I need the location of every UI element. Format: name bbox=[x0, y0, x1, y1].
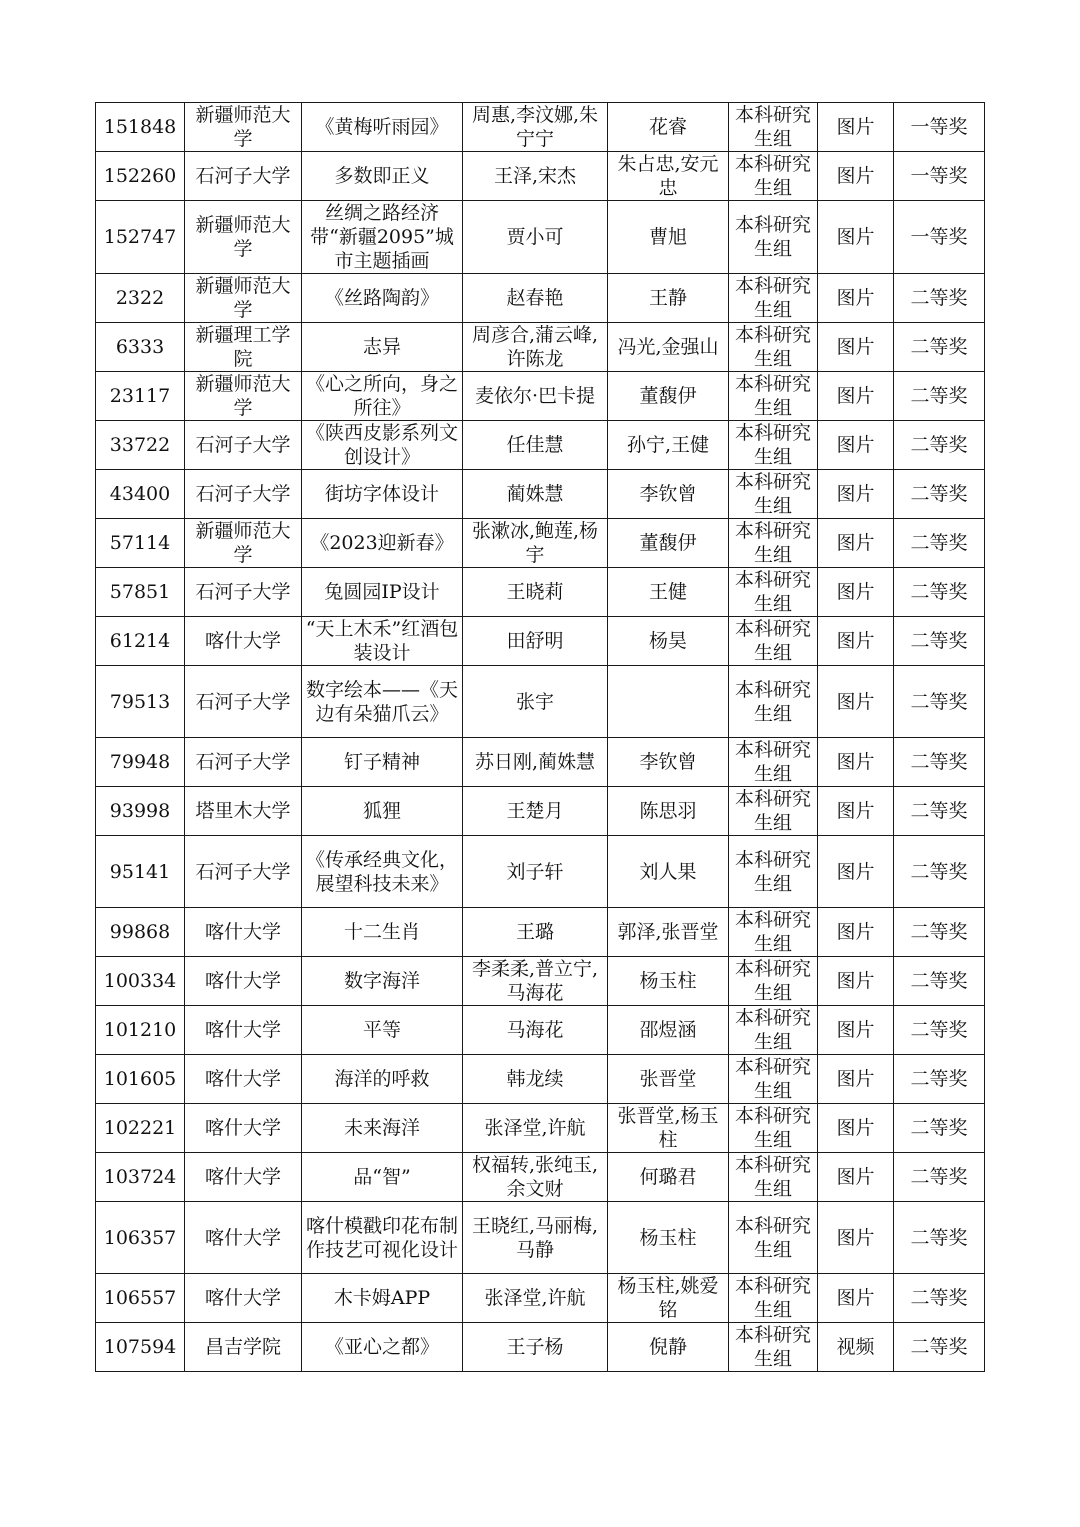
work-title-cell: 未来海洋 bbox=[302, 1104, 463, 1153]
award-cell: 二等奖 bbox=[894, 1323, 985, 1372]
school-cell: 石河子大学 bbox=[185, 738, 302, 787]
group-cell: 本科研究生组 bbox=[729, 1006, 818, 1055]
group-cell: 本科研究生组 bbox=[729, 519, 818, 568]
entry-id-cell: 107594 bbox=[96, 1323, 185, 1372]
authors-cell: 张泽堂,许航 bbox=[463, 1104, 608, 1153]
school-cell: 喀什大学 bbox=[185, 1104, 302, 1153]
work-type-cell: 图片 bbox=[818, 1202, 894, 1274]
work-type-cell: 图片 bbox=[818, 103, 894, 152]
authors-cell: 王楚月 bbox=[463, 787, 608, 836]
advisor-cell: 张晋堂,杨玉柱 bbox=[608, 1104, 729, 1153]
school-cell: 新疆理工学院 bbox=[185, 323, 302, 372]
advisor-cell: 邵煜涵 bbox=[608, 1006, 729, 1055]
authors-cell: 韩龙续 bbox=[463, 1055, 608, 1104]
group-cell: 本科研究生组 bbox=[729, 274, 818, 323]
advisor-cell: 何璐君 bbox=[608, 1153, 729, 1202]
advisor-cell: 花睿 bbox=[608, 103, 729, 152]
work-title-cell: 十二生肖 bbox=[302, 908, 463, 957]
table-row bbox=[96, 666, 985, 738]
work-type-cell: 图片 bbox=[818, 421, 894, 470]
award-table bbox=[95, 102, 985, 1372]
school-cell: 石河子大学 bbox=[185, 568, 302, 617]
entry-id-cell: 101210 bbox=[96, 1006, 185, 1055]
work-type-cell: 图片 bbox=[818, 1055, 894, 1104]
authors-cell: 周惠,李汶娜,朱宁宁 bbox=[463, 103, 608, 152]
authors-cell: 任佳慧 bbox=[463, 421, 608, 470]
entry-id-cell: 6333 bbox=[96, 323, 185, 372]
table-row bbox=[96, 372, 985, 421]
work-title-cell: 钉子精神 bbox=[302, 738, 463, 787]
work-title-cell: 《2023迎新春》 bbox=[302, 519, 463, 568]
school-cell: 喀什大学 bbox=[185, 1153, 302, 1202]
work-type-cell: 视频 bbox=[818, 1323, 894, 1372]
award-cell: 二等奖 bbox=[894, 617, 985, 666]
work-title-cell: 数字绘本——《天边有朵猫爪云》 bbox=[302, 666, 463, 738]
entry-id-cell: 57851 bbox=[96, 568, 185, 617]
work-type-cell: 图片 bbox=[818, 372, 894, 421]
authors-cell: 权福转,张纯玉,余文财 bbox=[463, 1153, 608, 1202]
work-type-cell: 图片 bbox=[818, 787, 894, 836]
table-row bbox=[96, 103, 985, 152]
work-title-cell: 喀什模戳印花布制作技艺可视化设计 bbox=[302, 1202, 463, 1274]
group-cell: 本科研究生组 bbox=[729, 1055, 818, 1104]
table-row bbox=[96, 1274, 985, 1323]
group-cell: 本科研究生组 bbox=[729, 1274, 818, 1323]
table-row bbox=[96, 1202, 985, 1274]
group-cell: 本科研究生组 bbox=[729, 1323, 818, 1372]
work-title-cell: 品“智” bbox=[302, 1153, 463, 1202]
work-type-cell: 图片 bbox=[818, 836, 894, 908]
work-title-cell: 《丝路陶韵》 bbox=[302, 274, 463, 323]
group-cell: 本科研究生组 bbox=[729, 421, 818, 470]
school-cell: 石河子大学 bbox=[185, 152, 302, 201]
advisor-cell: 朱占忠,安元忠 bbox=[608, 152, 729, 201]
group-cell: 本科研究生组 bbox=[729, 372, 818, 421]
work-title-cell: 《亚心之都》 bbox=[302, 1323, 463, 1372]
award-cell: 一等奖 bbox=[894, 201, 985, 274]
advisor-cell: 王静 bbox=[608, 274, 729, 323]
authors-cell: 张泽堂,许航 bbox=[463, 1274, 608, 1323]
group-cell: 本科研究生组 bbox=[729, 836, 818, 908]
group-cell: 本科研究生组 bbox=[729, 1202, 818, 1274]
award-cell: 二等奖 bbox=[894, 470, 985, 519]
authors-cell: 贾小可 bbox=[463, 201, 608, 274]
entry-id-cell: 61214 bbox=[96, 617, 185, 666]
school-cell: 石河子大学 bbox=[185, 470, 302, 519]
authors-cell: 周彦合,蒲云峰,许陈龙 bbox=[463, 323, 608, 372]
authors-cell: 蔺姝慧 bbox=[463, 470, 608, 519]
award-cell: 二等奖 bbox=[894, 957, 985, 1006]
table-row bbox=[96, 274, 985, 323]
work-type-cell: 图片 bbox=[818, 470, 894, 519]
authors-cell: 王晓红,马丽梅,马静 bbox=[463, 1202, 608, 1274]
entry-id-cell: 101605 bbox=[96, 1055, 185, 1104]
advisor-cell: 孙宁,王健 bbox=[608, 421, 729, 470]
table-row bbox=[96, 738, 985, 787]
work-type-cell: 图片 bbox=[818, 957, 894, 1006]
entry-id-cell: 99868 bbox=[96, 908, 185, 957]
work-title-cell: 狐狸 bbox=[302, 787, 463, 836]
table-row bbox=[96, 470, 985, 519]
work-type-cell: 图片 bbox=[818, 201, 894, 274]
award-cell: 二等奖 bbox=[894, 274, 985, 323]
award-cell: 二等奖 bbox=[894, 836, 985, 908]
work-type-cell: 图片 bbox=[818, 568, 894, 617]
school-cell: 喀什大学 bbox=[185, 1055, 302, 1104]
work-title-cell: 《心之所向，身之所往》 bbox=[302, 372, 463, 421]
school-cell: 石河子大学 bbox=[185, 836, 302, 908]
school-cell: 新疆师范大学 bbox=[185, 274, 302, 323]
entry-id-cell: 79948 bbox=[96, 738, 185, 787]
advisor-cell: 董馥伊 bbox=[608, 519, 729, 568]
table-row bbox=[96, 617, 985, 666]
group-cell: 本科研究生组 bbox=[729, 957, 818, 1006]
school-cell: 新疆师范大学 bbox=[185, 372, 302, 421]
school-cell: 新疆师范大学 bbox=[185, 103, 302, 152]
entry-id-cell: 100334 bbox=[96, 957, 185, 1006]
group-cell: 本科研究生组 bbox=[729, 470, 818, 519]
advisor-cell: 杨玉柱,姚爱铭 bbox=[608, 1274, 729, 1323]
entry-id-cell: 23117 bbox=[96, 372, 185, 421]
award-cell: 二等奖 bbox=[894, 1055, 985, 1104]
entry-id-cell: 152260 bbox=[96, 152, 185, 201]
school-cell: 喀什大学 bbox=[185, 1274, 302, 1323]
table-row bbox=[96, 908, 985, 957]
entry-id-cell: 93998 bbox=[96, 787, 185, 836]
work-type-cell: 图片 bbox=[818, 1153, 894, 1202]
work-title-cell: 丝绸之路经济带“新疆2095”城市主题插画 bbox=[302, 201, 463, 274]
authors-cell: 王璐 bbox=[463, 908, 608, 957]
award-cell: 二等奖 bbox=[894, 787, 985, 836]
entry-id-cell: 33722 bbox=[96, 421, 185, 470]
group-cell: 本科研究生组 bbox=[729, 323, 818, 372]
group-cell: 本科研究生组 bbox=[729, 152, 818, 201]
work-title-cell: 木卡姆APP bbox=[302, 1274, 463, 1323]
advisor-cell: 陈思羽 bbox=[608, 787, 729, 836]
table-row bbox=[96, 1006, 985, 1055]
work-title-cell: “天上木禾”红酒包装设计 bbox=[302, 617, 463, 666]
table-row bbox=[96, 201, 985, 274]
table-row bbox=[96, 323, 985, 372]
entry-id-cell: 95141 bbox=[96, 836, 185, 908]
award-cell: 二等奖 bbox=[894, 1202, 985, 1274]
work-title-cell: 街坊字体设计 bbox=[302, 470, 463, 519]
work-type-cell: 图片 bbox=[818, 1104, 894, 1153]
entry-id-cell: 103724 bbox=[96, 1153, 185, 1202]
entry-id-cell: 2322 bbox=[96, 274, 185, 323]
award-cell: 二等奖 bbox=[894, 1153, 985, 1202]
award-cell: 一等奖 bbox=[894, 152, 985, 201]
group-cell: 本科研究生组 bbox=[729, 617, 818, 666]
group-cell: 本科研究生组 bbox=[729, 1104, 818, 1153]
work-type-cell: 图片 bbox=[818, 323, 894, 372]
entry-id-cell: 151848 bbox=[96, 103, 185, 152]
authors-cell: 张漱冰,鲍莲,杨宇 bbox=[463, 519, 608, 568]
award-cell: 二等奖 bbox=[894, 372, 985, 421]
group-cell: 本科研究生组 bbox=[729, 568, 818, 617]
table-row bbox=[96, 836, 985, 908]
work-title-cell: 平等 bbox=[302, 1006, 463, 1055]
advisor-cell: 董馥伊 bbox=[608, 372, 729, 421]
table-row bbox=[96, 1055, 985, 1104]
entry-id-cell: 57114 bbox=[96, 519, 185, 568]
authors-cell: 麦依尔·巴卡提 bbox=[463, 372, 608, 421]
table-row bbox=[96, 1323, 985, 1372]
award-cell: 二等奖 bbox=[894, 908, 985, 957]
advisor-cell bbox=[608, 666, 729, 738]
advisor-cell: 王健 bbox=[608, 568, 729, 617]
work-type-cell: 图片 bbox=[818, 617, 894, 666]
advisor-cell: 倪静 bbox=[608, 1323, 729, 1372]
work-type-cell: 图片 bbox=[818, 1006, 894, 1055]
award-cell: 二等奖 bbox=[894, 421, 985, 470]
authors-cell: 王晓莉 bbox=[463, 568, 608, 617]
award-cell: 一等奖 bbox=[894, 103, 985, 152]
entry-id-cell: 102221 bbox=[96, 1104, 185, 1153]
authors-cell: 王子杨 bbox=[463, 1323, 608, 1372]
award-cell: 二等奖 bbox=[894, 323, 985, 372]
table-row bbox=[96, 957, 985, 1006]
work-type-cell: 图片 bbox=[818, 738, 894, 787]
table-row bbox=[96, 421, 985, 470]
group-cell: 本科研究生组 bbox=[729, 1153, 818, 1202]
work-type-cell: 图片 bbox=[818, 908, 894, 957]
award-cell: 二等奖 bbox=[894, 568, 985, 617]
school-cell: 石河子大学 bbox=[185, 421, 302, 470]
school-cell: 喀什大学 bbox=[185, 908, 302, 957]
table-row bbox=[96, 1153, 985, 1202]
group-cell: 本科研究生组 bbox=[729, 908, 818, 957]
entry-id-cell: 79513 bbox=[96, 666, 185, 738]
work-title-cell: 海洋的呼救 bbox=[302, 1055, 463, 1104]
school-cell: 新疆师范大学 bbox=[185, 519, 302, 568]
school-cell: 昌吉学院 bbox=[185, 1323, 302, 1372]
award-cell: 二等奖 bbox=[894, 666, 985, 738]
group-cell: 本科研究生组 bbox=[729, 103, 818, 152]
entry-id-cell: 106357 bbox=[96, 1202, 185, 1274]
advisor-cell: 杨昊 bbox=[608, 617, 729, 666]
group-cell: 本科研究生组 bbox=[729, 738, 818, 787]
group-cell: 本科研究生组 bbox=[729, 201, 818, 274]
table-row bbox=[96, 1104, 985, 1153]
authors-cell: 苏日刚,蔺姝慧 bbox=[463, 738, 608, 787]
authors-cell: 李柔柔,普立宁,马海花 bbox=[463, 957, 608, 1006]
entry-id-cell: 106557 bbox=[96, 1274, 185, 1323]
work-title-cell: 兔圆园IP设计 bbox=[302, 568, 463, 617]
entry-id-cell: 43400 bbox=[96, 470, 185, 519]
award-table-body bbox=[96, 103, 985, 1372]
table-row bbox=[96, 568, 985, 617]
school-cell: 新疆师范大学 bbox=[185, 201, 302, 274]
advisor-cell: 冯光,金强山 bbox=[608, 323, 729, 372]
group-cell: 本科研究生组 bbox=[729, 787, 818, 836]
award-cell: 二等奖 bbox=[894, 738, 985, 787]
table-row bbox=[96, 787, 985, 836]
authors-cell: 马海花 bbox=[463, 1006, 608, 1055]
authors-cell: 张宇 bbox=[463, 666, 608, 738]
school-cell: 喀什大学 bbox=[185, 617, 302, 666]
advisor-cell: 张晋堂 bbox=[608, 1055, 729, 1104]
school-cell: 石河子大学 bbox=[185, 666, 302, 738]
advisor-cell: 郭泽,张晋堂 bbox=[608, 908, 729, 957]
school-cell: 塔里木大学 bbox=[185, 787, 302, 836]
advisor-cell: 杨玉柱 bbox=[608, 957, 729, 1006]
work-type-cell: 图片 bbox=[818, 152, 894, 201]
school-cell: 喀什大学 bbox=[185, 957, 302, 1006]
authors-cell: 王泽,宋杰 bbox=[463, 152, 608, 201]
advisor-cell: 杨玉柱 bbox=[608, 1202, 729, 1274]
table-row bbox=[96, 152, 985, 201]
school-cell: 喀什大学 bbox=[185, 1202, 302, 1274]
advisor-cell: 曹旭 bbox=[608, 201, 729, 274]
table-row bbox=[96, 519, 985, 568]
authors-cell: 刘子轩 bbox=[463, 836, 608, 908]
work-type-cell: 图片 bbox=[818, 274, 894, 323]
authors-cell: 田舒明 bbox=[463, 617, 608, 666]
advisor-cell: 刘人果 bbox=[608, 836, 729, 908]
work-title-cell: 《传承经典文化，展望科技未来》 bbox=[302, 836, 463, 908]
school-cell: 喀什大学 bbox=[185, 1006, 302, 1055]
work-title-cell: 《陕西皮影系列文创设计》 bbox=[302, 421, 463, 470]
work-type-cell: 图片 bbox=[818, 666, 894, 738]
advisor-cell: 李钦曾 bbox=[608, 470, 729, 519]
award-cell: 二等奖 bbox=[894, 1274, 985, 1323]
award-cell: 二等奖 bbox=[894, 1006, 985, 1055]
entry-id-cell: 152747 bbox=[96, 201, 185, 274]
authors-cell: 赵春艳 bbox=[463, 274, 608, 323]
work-title-cell: 《黄梅听雨园》 bbox=[302, 103, 463, 152]
award-cell: 二等奖 bbox=[894, 519, 985, 568]
work-type-cell: 图片 bbox=[818, 1274, 894, 1323]
group-cell: 本科研究生组 bbox=[729, 666, 818, 738]
work-type-cell: 图片 bbox=[818, 519, 894, 568]
advisor-cell: 李钦曾 bbox=[608, 738, 729, 787]
work-title-cell: 数字海洋 bbox=[302, 957, 463, 1006]
work-title-cell: 多数即正义 bbox=[302, 152, 463, 201]
work-title-cell: 志异 bbox=[302, 323, 463, 372]
award-cell: 二等奖 bbox=[894, 1104, 985, 1153]
